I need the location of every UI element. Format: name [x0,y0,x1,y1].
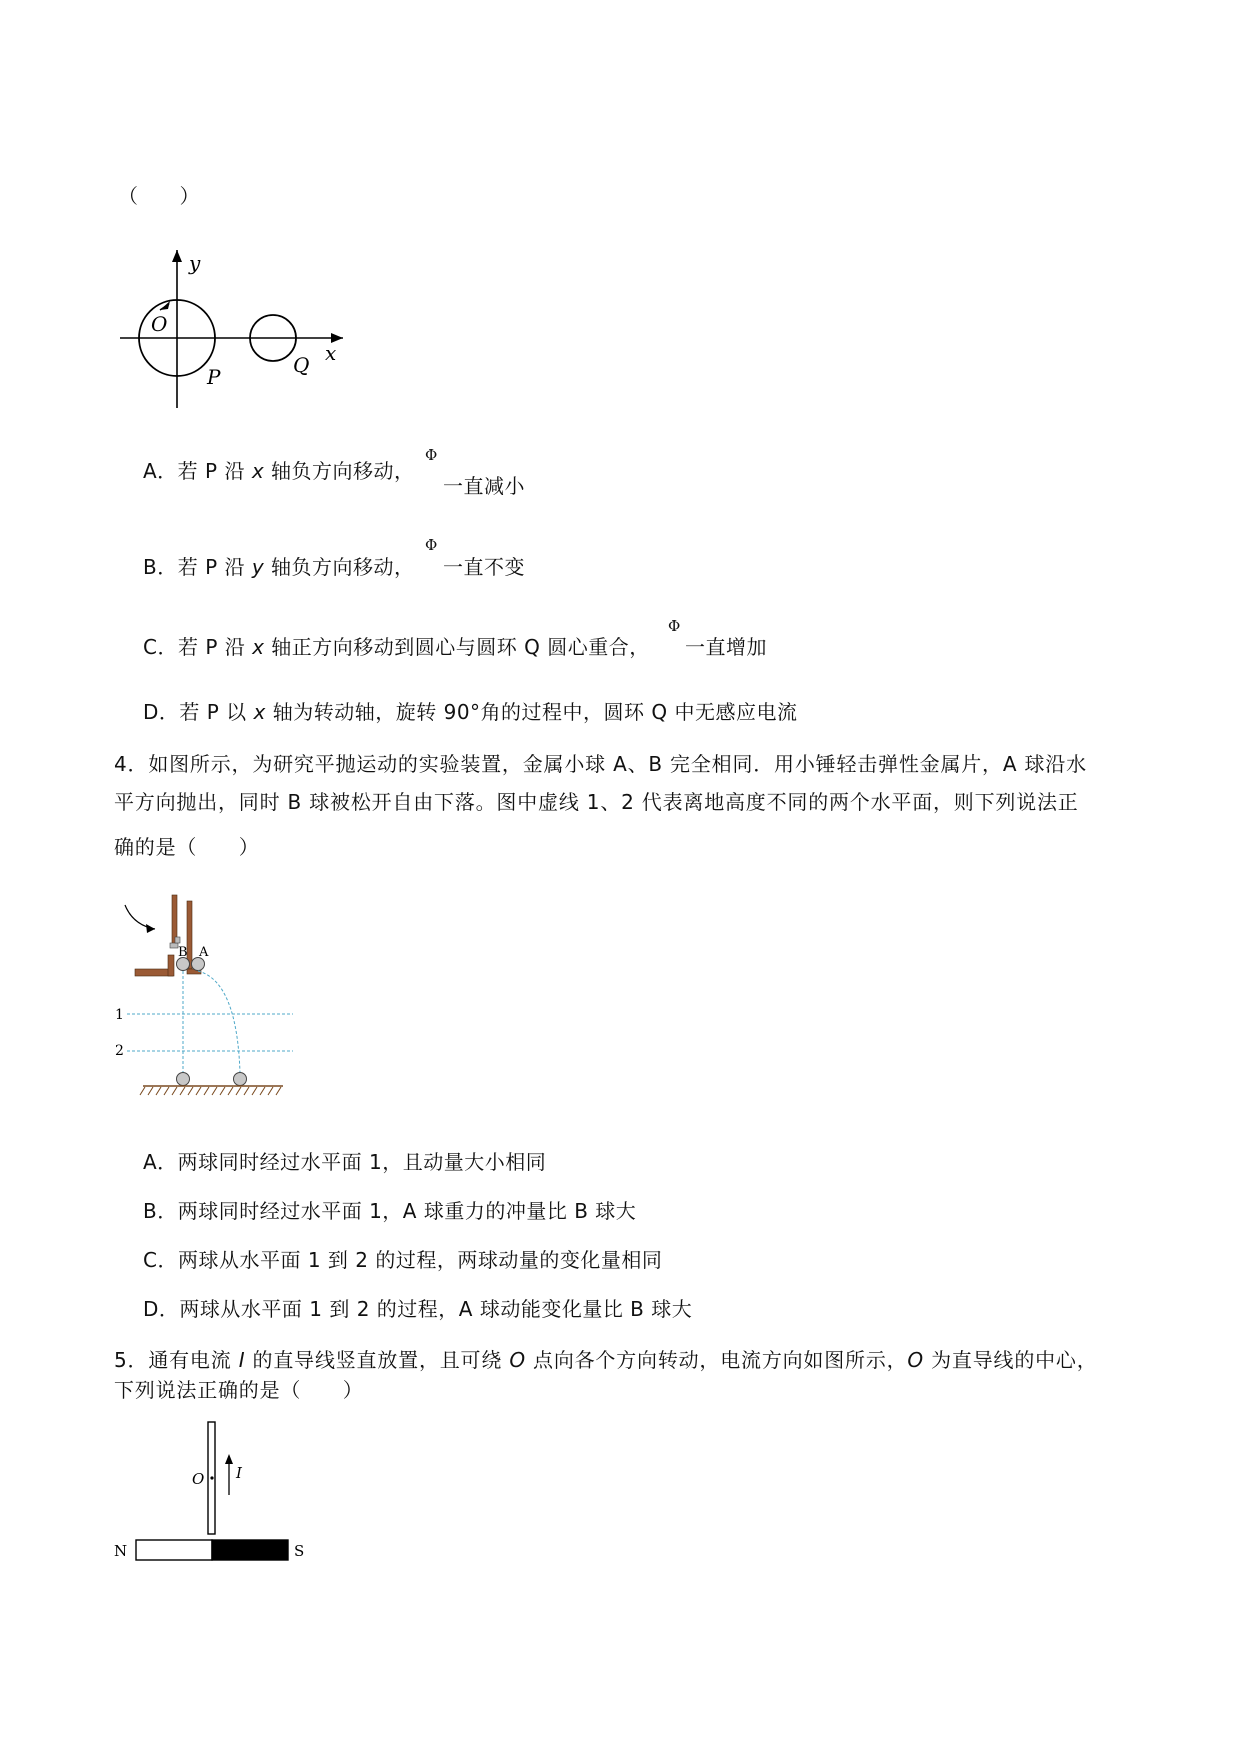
label-b: B [178,945,188,960]
ball-b-ground [177,1073,190,1086]
q3-option-c-tail: 一直增加 [685,635,767,659]
strike-arrow [125,905,155,929]
label-n: N [114,1542,128,1560]
q3-option-c: C．若 P 沿 x 轴正方向移动到圆心与圆环 Q 圆心重合， [143,635,650,659]
q3-option-a: A．若 P 沿 x 轴负方向移动， [143,459,415,483]
q3-option-b: B．若 P 沿 y 轴负方向移动， [143,555,415,579]
answer-bracket: （ ） [118,184,200,208]
ball-a-ground [234,1073,247,1086]
label-o: O [192,1470,205,1488]
wire-magnet-figure [108,1420,313,1570]
center-point-o [210,1476,213,1479]
q3-option-d: D．若 P 以 x 轴为转动轴，旋转 90°角的过程中，圆环 Q 中无感应电流 [143,700,798,724]
label-q: Q [293,353,310,377]
q5-stem-line-2: 下列说法正确的是（ ） [114,1378,364,1402]
strike-arrow-icon [146,924,155,933]
q4-option-b: B．两球同时经过水平面 1，A 球重力的冲量比 B 球大 [143,1199,637,1223]
phi-symbol: Φ [425,536,438,554]
phi-symbol: Φ [668,617,681,635]
y-axis-arrow-icon [172,250,182,262]
label-plane-2: 2 [115,1043,124,1059]
q4-option-d: D．两球从水平面 1 到 2 的过程，A 球动能变化量比 B 球大 [143,1297,693,1321]
magnet-s-half [212,1540,288,1560]
support-base [135,969,173,976]
q4-stem-line-1: 4．如图所示，为研究平抛运动的实验装置，金属小球 A、B 完全相同．用小锤轻击弹性金属片，A 球沿水 [114,752,1087,776]
label-o: O [151,312,168,336]
label-y: y [189,251,201,275]
ball-a-path [198,971,240,1073]
label-plane-1: 1 [115,1007,124,1023]
q3-option-b-tail: 一直不变 [443,555,525,579]
q5-stem-line-1: 5．通有电流 I 的直导线竖直放置，且可绕 O 点向各个方向转动，电流方向如图所示，O 为直导线的中心， [114,1348,1098,1372]
coordinate-rings-figure [105,248,345,408]
q4-option-c: C．两球从水平面 1 到 2 的过程，两球动量的变化量相同 [143,1248,663,1272]
label-s: S [294,1542,305,1560]
projectile-apparatus-figure [115,893,300,1103]
metal-strip [187,901,192,969]
label-a: A [199,945,209,960]
ground-hatch [140,1087,281,1095]
label-x: x [325,341,337,365]
q4-stem-line-2: 平方向抛出，同时 B 球被松开自由下落。图中虚线 1、2 代表离地高度不同的两个水平面，则下列说法正 [114,790,1079,814]
label-p: P [207,365,221,389]
label-i: I [236,1464,242,1482]
magnet-n-half [136,1540,212,1560]
q3-option-a-tail: 一直减小 [443,474,525,498]
q4-option-a: A．两球同时经过水平面 1，且动量大小相同 [143,1150,547,1174]
current-arrow-icon [225,1454,233,1464]
phi-symbol: Φ [425,446,438,464]
q4-stem-line-3: 确的是（ ） [114,835,260,859]
